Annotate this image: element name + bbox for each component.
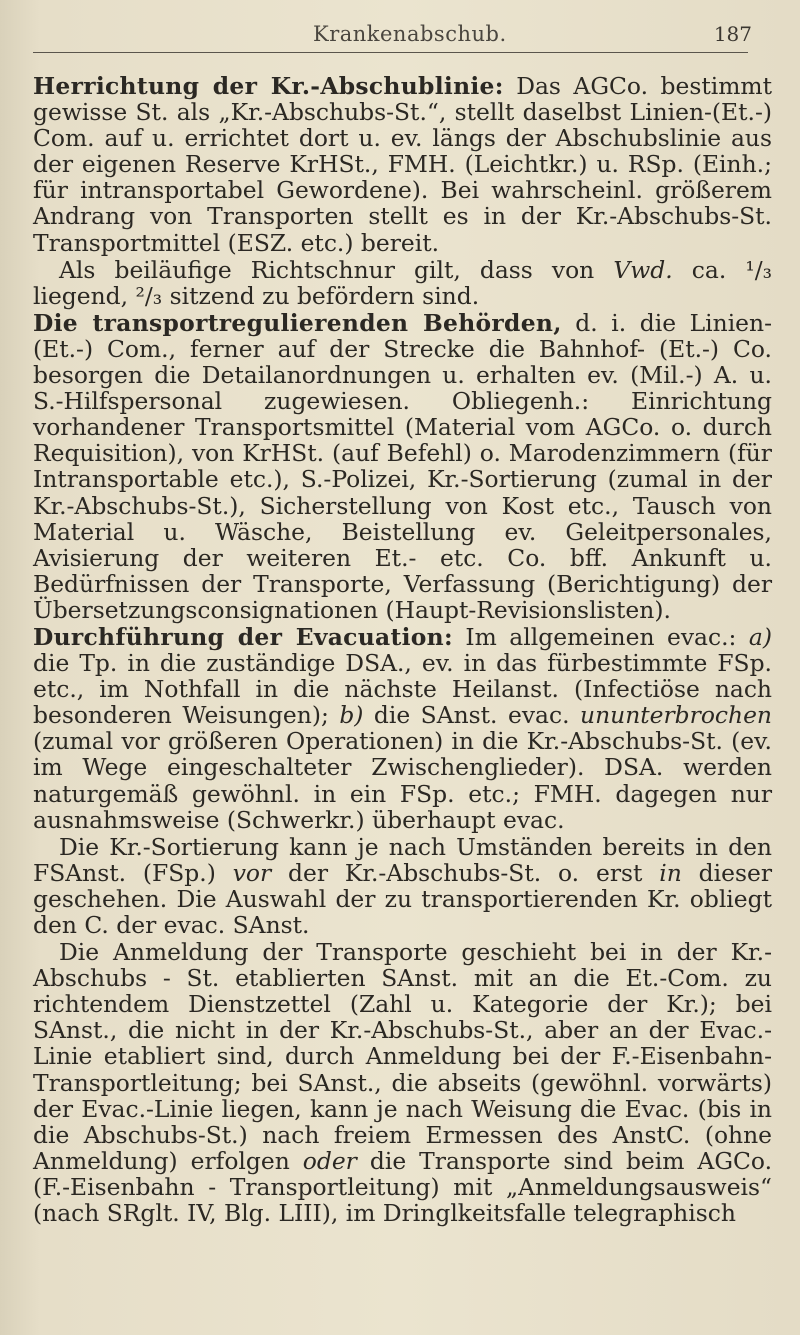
italic-term: a): [748, 622, 772, 651]
text-run: die SAnst. evac.: [363, 701, 580, 730]
text-run: die Tp. in die zuständige DSA., ev. in das fürbestimmte FSp. etc., im Nothfall in die nächste Heilanst. (Infectiöse nach besonderen Weisungen);: [33, 649, 772, 730]
paragraph-abschublinie: [33, 73, 772, 256]
section-heading: Durchführung der Evacuation:: [33, 622, 453, 651]
paragraph-anmeldung: [33, 939, 772, 1226]
italic-term: oder: [302, 1146, 357, 1175]
running-header: [33, 18, 752, 53]
section-heading: Herrichtung der Kr.-Abschublinie:: [33, 72, 504, 100]
paragraph-text: Das AGCo. bestimmt gewisse St. als „Kr.-Abschubs-St.“, stellt daselbst Linien-(Et.-) Com. auf u. errichtet dort u. ev. längs der Abschubslinie aus der eigenen Reserve KrHSt., FMH. (Leichtkr.) u. RSp. (Einh.; für intransportabel Gewordene). Bei wahrscheinl. größerem Andrang von Transporten stellt es in der Kr.-Abschubs-St. Transportmittel (ESZ. etc.) bereit.: [33, 72, 772, 257]
fraction: ¹/₃: [745, 255, 772, 284]
page-number: 187: [713, 22, 752, 46]
italic-term: vor: [232, 858, 272, 887]
fraction: ²/₃: [135, 281, 163, 310]
text-run: Im allgemeinen evac.:: [452, 622, 749, 651]
text-run: liegend,: [33, 281, 136, 310]
section-heading: Die transportregulierenden Behörden,: [33, 308, 562, 337]
italic-term: in: [659, 858, 682, 887]
paragraph-sortierung: [33, 834, 772, 938]
italic-term: b): [339, 701, 364, 730]
paragraph-evacuation: [33, 624, 772, 833]
text-run: Als beiläufige Richtschnur gilt, dass von: [59, 255, 614, 284]
running-title: Krankenabschub.: [313, 22, 507, 46]
text-run: ca.: [672, 255, 746, 284]
text-run: Die Anmeldung der Transporte geschieht bei in der Kr.-Abschubs - St. etablierten SAnst. mit an die Et.-Com. zu richtendem Dienstzettel (Zahl u. Kategorie der Kr.); bei SAnst., die nicht in der Kr.-Abschubs-St., aber an der Evac.-Linie etabliert sind, durch Anmeldung bei der F.-Eisenbahn-Transportleitung; bei SAnst., die abseits (gewöhnl. vorwärts) der Evac.-Linie liegen, kann je nach Weisung die Evac. (bis in die Abschubs-St.) nach freiem Ermessen des AnstC. (ohne Anmeldung) erfolgen: [33, 938, 772, 1175]
text-run: die Transporte sind beim AGCo. (F.-Eisenbahn - Transportleitung) mit „Anmeldungsausweis“ (nach SRglt. IV, Blg. LIII), im Dringlkeitsfalle telegraphisch: [33, 1146, 773, 1228]
italic-term: ununterbrochen: [580, 701, 772, 730]
paragraph-text: d. i. die Linien-(Et.-) Com., ferner auf der Strecke die Bahnhof- (Et.-) Co. besorgen die Detailanordnungen u. erhalten ev. (Mil.-) A. u. S.-Hilfspersonal zugewiesen. Obliegenh.: Einrichtung vorhandener Transportsmittel (Material vom AGCo. o. durch Requisition), von KrHSt. (auf Befehl) o. Marodenzimmern (für Intransportable etc.), S.-Polizei, Kr.-Sortierung (zumal in der Kr.-Abschubs-St.), Sicherstellung von Kost etc., Tausch von Material u. Wäsche, Beistellung ev. Geleitpersonales, Avisierung der weiteren Et.- etc. Co. bff. Ankunft u. Bedürfnissen der Transporte, Verfassung (Berichtigung) der Übersetzungsconsignationen (Haupt-Revisionslisten).: [33, 308, 772, 624]
paragraph-richtschnur: [33, 257, 772, 309]
text-run: sitzend zu befördern sind.: [162, 281, 480, 310]
text-run: der Kr.-Abschubs-St. o. erst: [271, 858, 660, 887]
paragraph-behoerden: [33, 310, 772, 623]
text-run: dieser geschehen. Die Auswahl der zu transportierenden Kr. obliegt den C. der evac. SAnst.: [33, 858, 772, 939]
page-body: [33, 73, 772, 1226]
text-run: Die Kr.-Sortierung kann je nach Umständen bereits in den FSAnst. (FSp.): [33, 832, 772, 887]
italic-term: Vwd.: [613, 255, 673, 284]
text-run: (zumal vor größeren Operationen) in die Kr.-Abschubs-St. (ev. im Wege eingeschalteter Zwischenglieder). DSA. werden naturgemäß gewöhnl. in ein FSp. etc.; FMH. dagegen nur ausnahmsweise (Schwerkr.) überhaupt evac.: [33, 727, 772, 834]
